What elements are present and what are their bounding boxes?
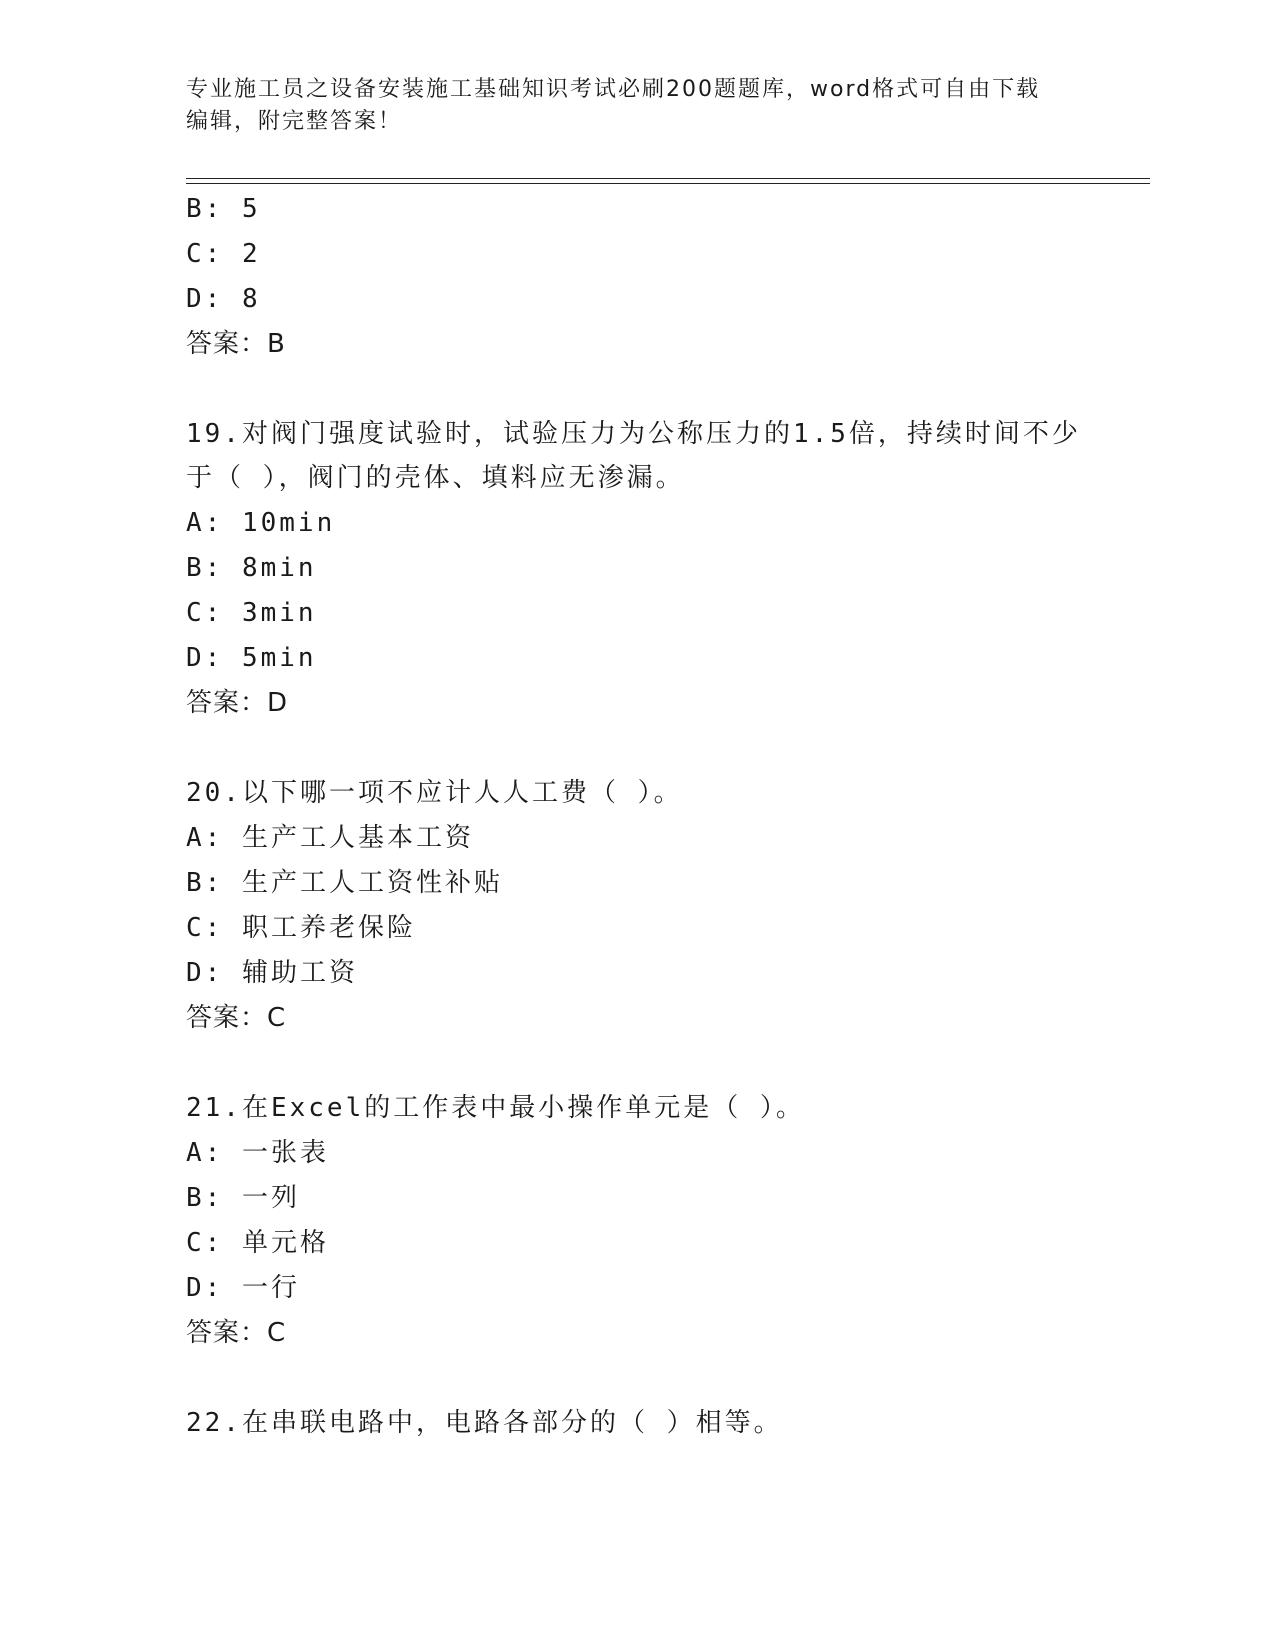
q21-option-c: C: 单元格 (186, 1228, 329, 1258)
q18-option-b: B: 5 (186, 194, 261, 224)
q19-option-c: C: 3min (186, 598, 317, 628)
q20-option-d: D: 辅助工资 (186, 958, 358, 988)
q21-answer: 答案：C (186, 1318, 287, 1348)
q19-answer: 答案：D (186, 688, 289, 718)
q19-option-b: B: 8min (186, 553, 317, 583)
q19-stem-line-1: 19.对阀门强度试验时，试验压力为公称压力的1.5倍，持续时间不少 (186, 419, 1081, 449)
q19-option-a: A: 10min (186, 508, 336, 538)
header-title-line-1: 专业施工员之设备安装施工基础知识考试必刷200题题库，word格式可自由下载 (186, 77, 1041, 102)
q20-option-c: C: 职工养老保险 (186, 913, 416, 943)
header-divider-bottom (186, 183, 1150, 184)
q19-option-d: D: 5min (186, 643, 317, 673)
q21-option-d: D: 一行 (186, 1273, 300, 1303)
header-title-line-2: 编辑，附完整答案！ (186, 109, 403, 134)
document-header (186, 74, 1076, 138)
q20-stem: 20.以下哪一项不应计人人工费（ ）。 (186, 778, 683, 808)
q20-answer: 答案：C (186, 1003, 287, 1033)
q18-option-c: C: 2 (186, 239, 261, 269)
q21-stem: 21.在Excel的工作表中最小操作单元是（ ）。 (186, 1093, 805, 1123)
q21-option-a: A: 一张表 (186, 1138, 329, 1168)
q19-stem-line-2: 于（ ），阀门的壳体、填料应无渗漏。 (186, 463, 685, 493)
header-divider-top (186, 178, 1150, 179)
q22-stem: 22.在串联电路中，电路各部分的（ ）相等。 (186, 1408, 783, 1438)
q20-option-a: A: 生产工人基本工资 (186, 823, 474, 853)
q18-answer: 答案：B (186, 329, 286, 359)
q20-option-b: B: 生产工人工资性补贴 (186, 868, 503, 898)
q21-option-b: B: 一列 (186, 1183, 300, 1213)
q18-option-d: D: 8 (186, 284, 261, 314)
